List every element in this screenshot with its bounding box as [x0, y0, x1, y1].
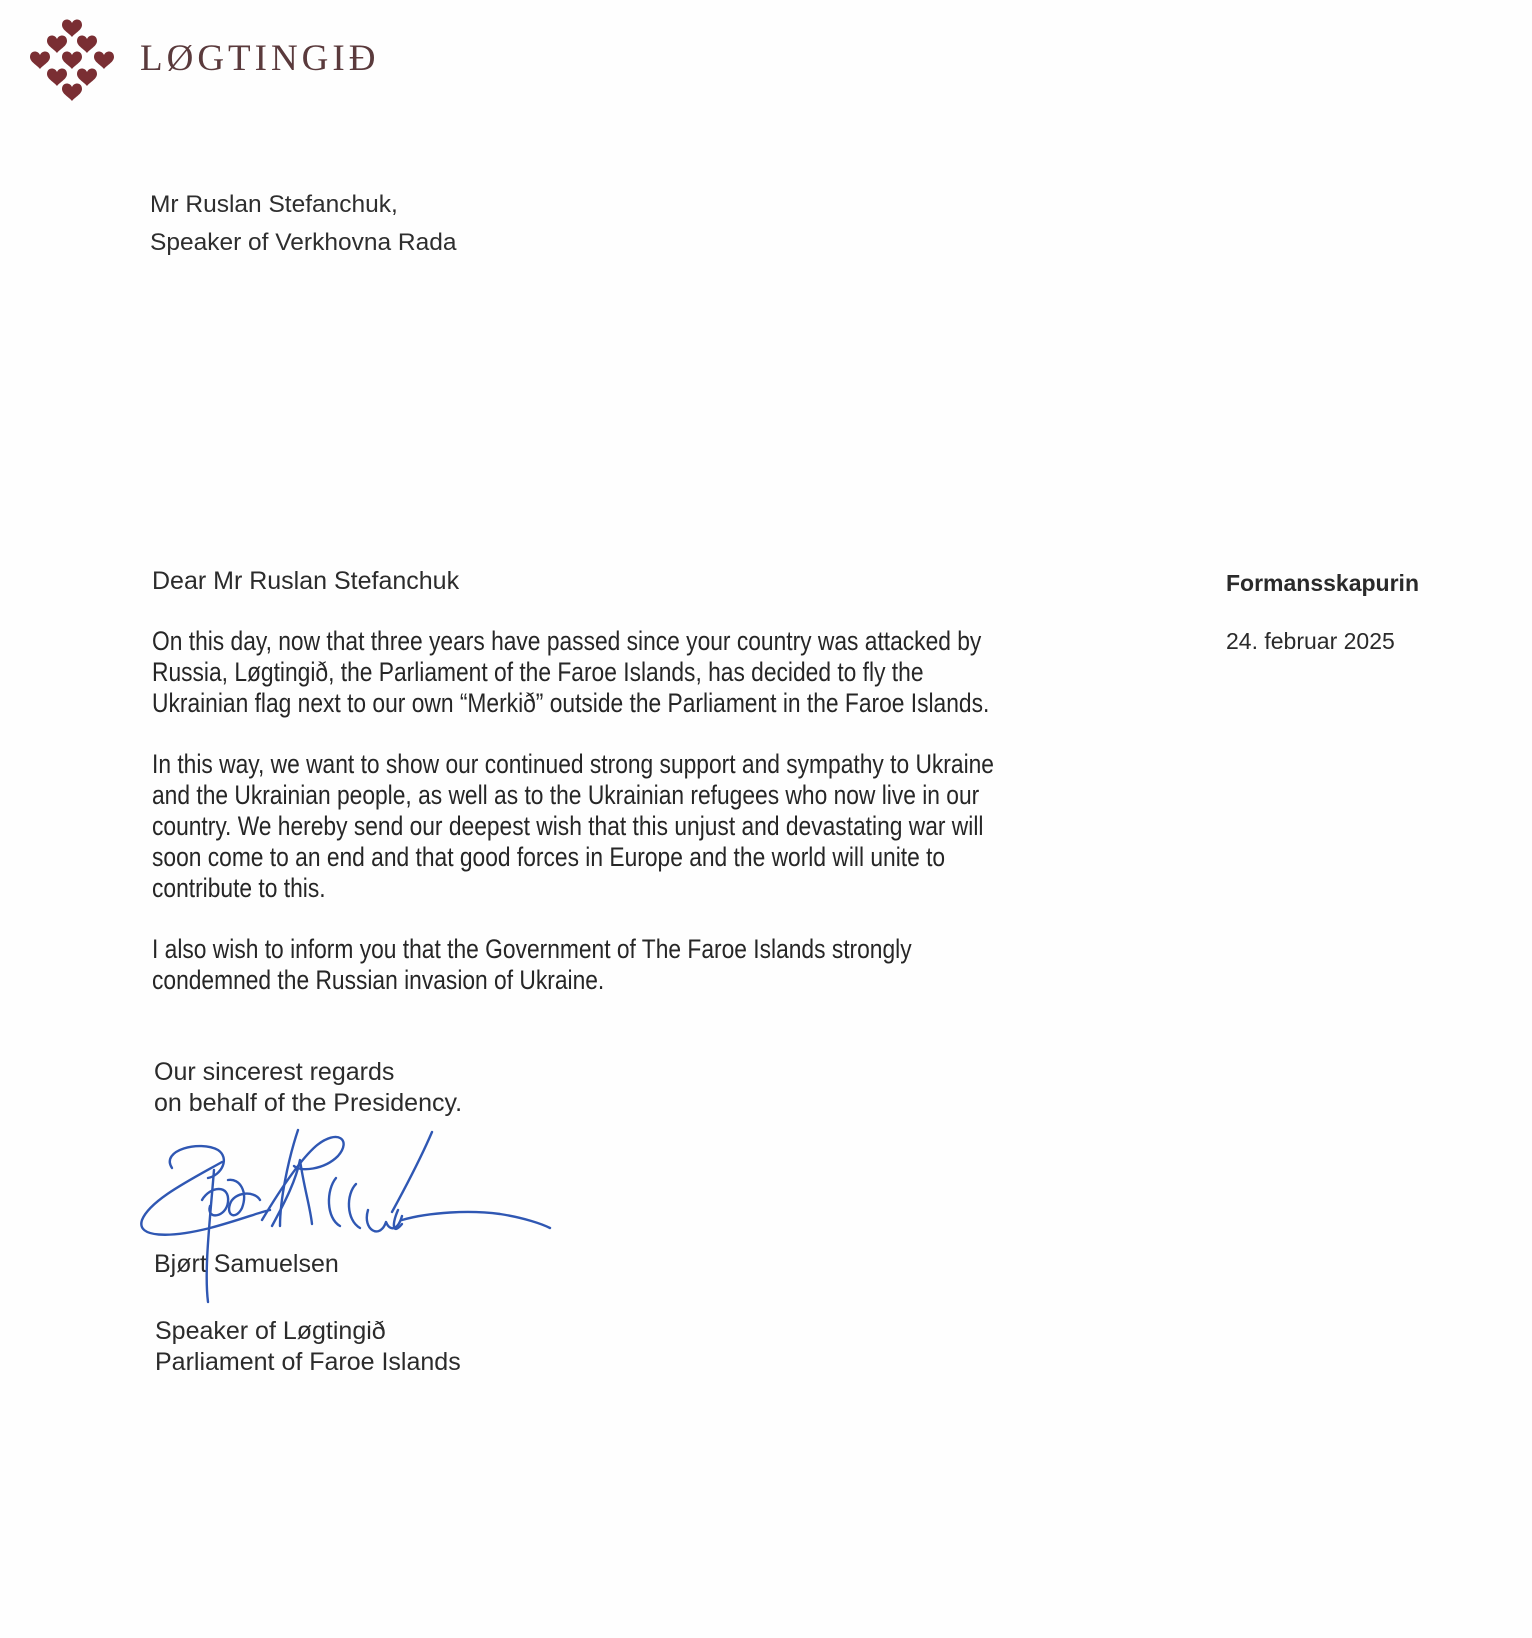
- paragraph-line: contribute to this.: [152, 873, 326, 903]
- recipient-name: Mr Ruslan Stefanchuk,: [150, 191, 398, 218]
- heart-icon: [62, 51, 82, 69]
- letterhead-logo: [28, 14, 428, 104]
- signatory-title-line: Speaker of Løgtingið: [155, 1317, 386, 1345]
- paragraph-line: soon come to an end and that good forces in Europe and the world will unite to: [152, 842, 946, 872]
- heart-icon: [77, 68, 97, 86]
- heart-icon: [47, 68, 67, 86]
- paragraph-line: and the Ukrainian people, as well as to the Ukrainian refugees who now live in our: [152, 780, 980, 810]
- heart-icon: [62, 83, 82, 101]
- department-label: Formansskapurin: [1226, 570, 1419, 596]
- recipient-address: [150, 186, 456, 262]
- salutation: Dear Mr Ruslan Stefanchuk: [152, 567, 460, 595]
- handwritten-signature: [130, 1120, 570, 1320]
- signatory-name: Bjørt Samuelsen: [154, 1250, 339, 1278]
- paragraph-line: I also wish to inform you that the Government of The Faroe Islands strongly: [152, 934, 912, 964]
- paragraph-line: country. We hereby send our deepest wish that this unjust and devastating war will: [152, 811, 984, 841]
- heart-icon: [62, 19, 82, 37]
- body-paragraph: [152, 749, 994, 904]
- body-paragraph: [152, 934, 912, 996]
- letter-date: 24. februar 2025: [1226, 628, 1395, 654]
- paragraph-line: Russia, Løgtingið, the Parliament of the Faroe Islands, has decided to fly the: [152, 657, 924, 687]
- closing-line: on behalf of the Presidency.: [154, 1089, 463, 1117]
- organization-name: LØGTINGIÐ: [140, 38, 380, 79]
- heart-icon: [77, 35, 97, 53]
- hearts-diamond-icon: [28, 14, 128, 104]
- paragraph-line: On this day, now that three years have passed since your country was attacked by: [152, 626, 982, 656]
- recipient-title: Speaker of Verkhovna Rada: [150, 229, 457, 256]
- heart-icon: [30, 51, 50, 69]
- signatory-title-line: Parliament of Faroe Islands: [155, 1348, 461, 1376]
- closing: [154, 1057, 462, 1119]
- paragraph-line: condemned the Russian invasion of Ukraine.: [152, 965, 605, 995]
- heart-icon: [47, 35, 67, 53]
- closing-line: Our sincerest regards: [154, 1058, 395, 1086]
- paragraph-line: Ukrainian flag next to our own “Merkið” outside the Parliament in the Faroe Islands.: [152, 688, 990, 718]
- paragraph-line: In this way, we want to show our continued strong support and sympathy to Ukraine: [152, 749, 994, 779]
- heart-icon: [94, 51, 114, 69]
- body-paragraph: [152, 626, 989, 719]
- signatory-title: [155, 1316, 461, 1378]
